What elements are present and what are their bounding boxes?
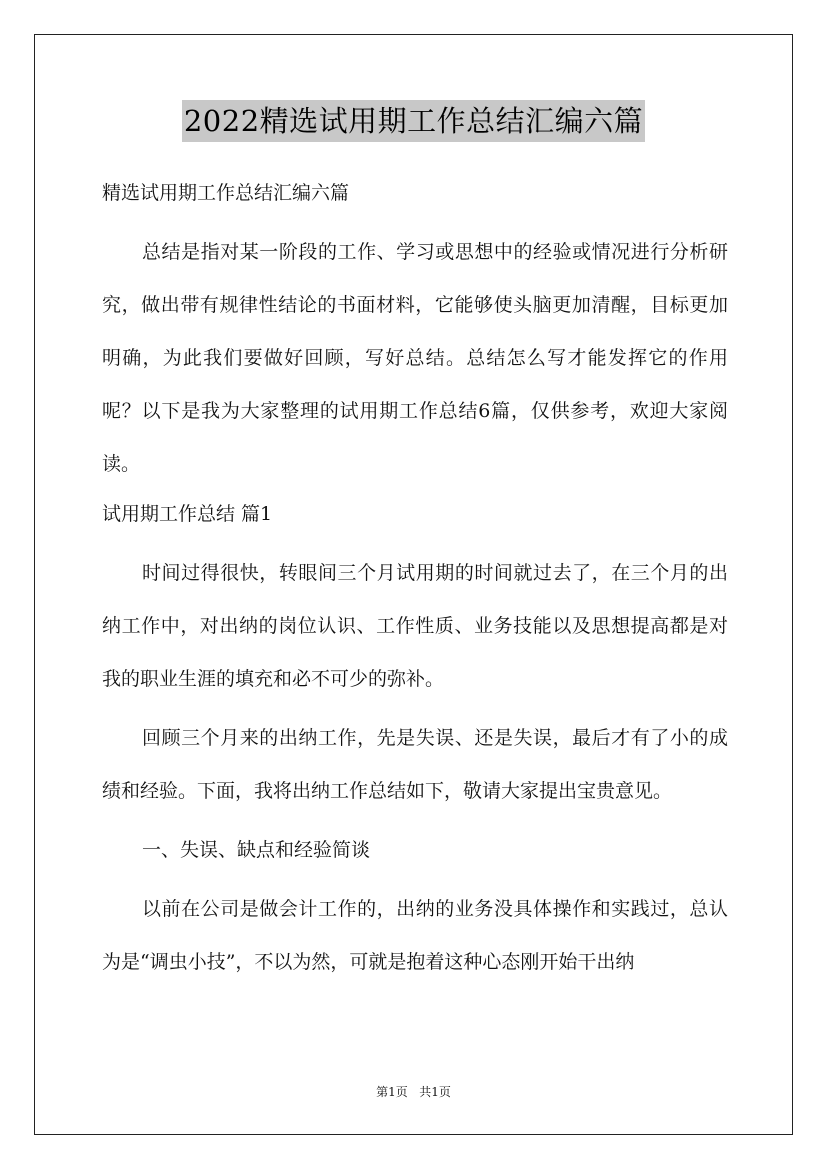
document-body xyxy=(102,176,728,989)
subsection-heading: 一、失误、缺点和经验简谈 xyxy=(142,839,371,861)
section-heading: 试用期工作总结 篇1 xyxy=(102,503,273,525)
page-number: 第1页 xyxy=(376,1085,408,1099)
body-paragraph: 以前在公司是做会计工作的，出纳的业务没具体操作和实践过，总认为是“调虫小技”，不以为然，可就是抱着这种心态刚开始干出纳 xyxy=(102,898,728,973)
body-paragraph: 回顾三个月来的出纳工作，先是失误、还是失误，最后才有了小的成绩和经验。下面，我将出纳工作总结如下，敬请大家提出宝贵意见。 xyxy=(102,727,728,802)
body-paragraph: 时间过得很快，转眼间三个月试用期的时间就过去了，在三个月的出纳工作中，对出纳的岗位认识、工作性质、业务技能以及思想提高都是对我的职业生涯的填充和必不可少的弥补。 xyxy=(102,562,728,690)
document-title: 2022精选试用期工作总结汇编六篇 xyxy=(182,100,645,142)
page-footer xyxy=(0,1083,827,1100)
subtitle-paragraph: 精选试用期工作总结汇编六篇 xyxy=(102,182,350,204)
page-total: 共1页 xyxy=(419,1085,451,1099)
title-container xyxy=(0,100,827,142)
intro-paragraph: 总结是指对某一阶段的工作、学习或思想中的经验或情况进行分析研究，做出带有规律性结论的书面材料，它能够使头脑更加清醒，目标更加明确，为此我们要做好回顾，写好总结。总结怎么写才能发挥它的作用呢？以下是我为大家整理的试用期工作总结6篇，仅供参考，欢迎大家阅读。 xyxy=(102,241,728,475)
